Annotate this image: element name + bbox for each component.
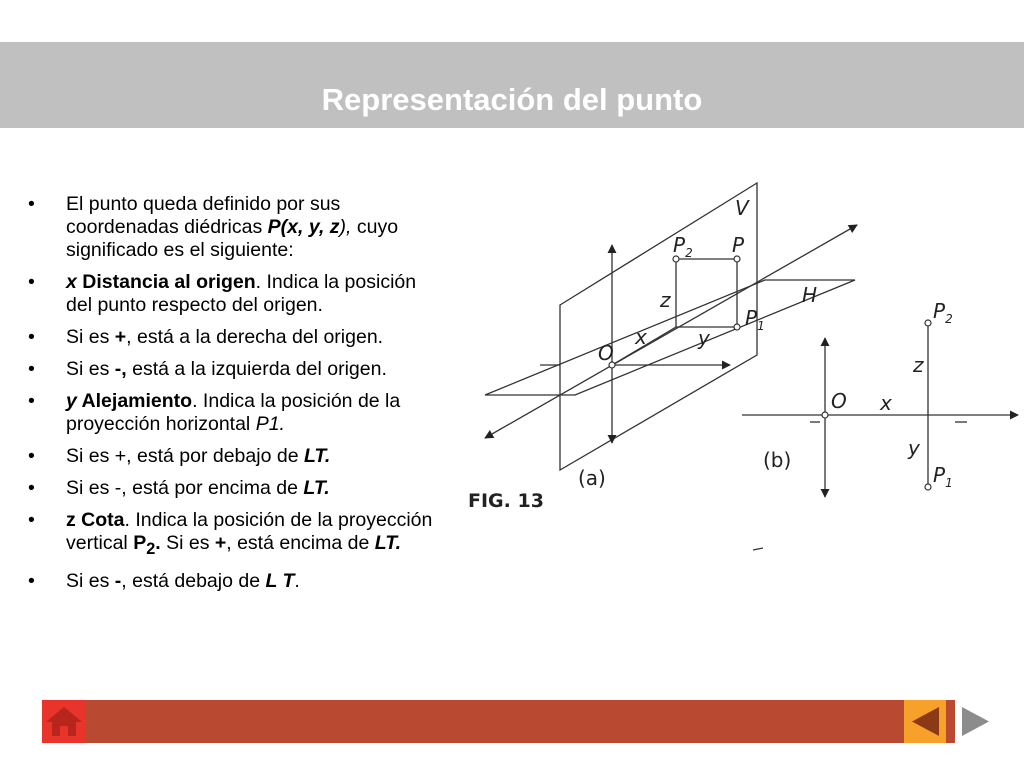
- label-p2-b: $P_2$: [933, 299, 953, 326]
- bullet-item: [28, 445, 442, 468]
- bullet-text: P: [133, 532, 147, 554]
- bullet-item: [28, 477, 442, 500]
- label-v: V: [735, 196, 749, 220]
- bullet-text: , está a la derecha del origen.: [126, 326, 384, 348]
- bullet-item: [28, 271, 442, 317]
- label-y-a: y: [698, 326, 710, 350]
- footer-bar: [42, 700, 997, 743]
- bullet-item: [28, 193, 442, 262]
- bullet-text: Si es -, está por encima de: [66, 477, 304, 499]
- home-button[interactable]: [42, 700, 86, 743]
- bullet-text: .: [294, 569, 300, 592]
- label-z-b: z: [913, 353, 924, 377]
- label-x-b: x: [880, 391, 892, 415]
- bullet-text: Si es: [66, 326, 115, 348]
- bullet-text: Si es: [66, 358, 115, 380]
- bullet-text: P(x, y, z: [267, 216, 340, 238]
- dihedral-figure: [460, 175, 1024, 560]
- bullet-item: [28, 358, 442, 381]
- bullet-text: .: [155, 532, 161, 554]
- bullet-text: . Indica la posición del punto respecto del origen.: [66, 271, 417, 316]
- bullet-text: +: [214, 532, 227, 554]
- home-icon: [42, 700, 86, 743]
- label-o-b: O: [831, 389, 847, 413]
- slide-title: Representación del punto: [321, 82, 703, 117]
- label-part-b: (b): [763, 448, 792, 472]
- bullet-text: LT.: [374, 532, 402, 554]
- label-p-a: P: [732, 233, 745, 257]
- bullet-text: Si es +, está por debajo de: [66, 445, 304, 467]
- bullet-text: x: [66, 271, 77, 293]
- bullet-item: [28, 326, 442, 349]
- bullet-text: . Indica la posición de la proyección horizontal: [66, 390, 401, 435]
- bullet-text: , está encima de: [226, 532, 375, 554]
- label-x-a: x: [635, 325, 647, 349]
- bullet-text: está a la izquierda del origen.: [126, 358, 387, 380]
- bullet-text: Si es: [160, 532, 215, 554]
- bullet-item: [28, 570, 442, 593]
- bullet-text: 2: [146, 539, 156, 558]
- bullet-list: [28, 193, 442, 602]
- bullet-text: z Cota: [66, 509, 125, 531]
- label-part-a: (a): [578, 466, 606, 490]
- previous-slide-button[interactable]: [904, 700, 946, 743]
- triangle-right-icon: [955, 700, 997, 743]
- label-h: H: [802, 283, 818, 307]
- bullet-text: cuyo significado es el siguiente:: [66, 216, 399, 261]
- label-y-b: y: [908, 436, 920, 460]
- label-z-a: z: [660, 288, 671, 312]
- bullet-item: [28, 390, 442, 436]
- origin-b: [822, 412, 828, 418]
- bullet-text: LT.: [303, 477, 330, 499]
- bullet-text: +: [114, 326, 127, 348]
- point-p1-a: [734, 324, 740, 330]
- bullet-text: P1.: [255, 413, 285, 435]
- bullet-text: ),: [339, 216, 352, 238]
- bullet-text: Si es: [66, 569, 115, 592]
- bullet-text: . Indica la posición de la proyección vertical: [66, 509, 433, 554]
- label-p1-b: $P_1$: [933, 463, 953, 490]
- triangle-left-icon: [904, 700, 946, 743]
- bullet-text: -,: [114, 358, 127, 380]
- label-o-a: O: [598, 341, 614, 365]
- bullet-text: Distancia al origen: [76, 271, 256, 293]
- bullet-item: [28, 509, 442, 561]
- bullet-text: El punto queda definido por sus coordenadas diédricas: [66, 193, 341, 238]
- bullet-text: , está debajo de: [121, 569, 266, 592]
- bullet-text: y: [66, 390, 77, 412]
- next-slide-button[interactable]: [955, 700, 997, 743]
- point-p2-b: [925, 320, 931, 326]
- bullet-text: LT.: [303, 445, 331, 467]
- point-p1-b: [925, 484, 931, 490]
- bullet-text: -: [114, 569, 122, 592]
- figure-caption: FIG. 13: [468, 490, 544, 512]
- label-p1-a: $P_1$: [745, 306, 765, 333]
- ground-line-lt: [485, 225, 857, 438]
- label-p2-a: $P_2$: [673, 233, 693, 260]
- bullet-text: L T: [265, 569, 295, 592]
- bullet-text: Alejamiento: [76, 390, 193, 412]
